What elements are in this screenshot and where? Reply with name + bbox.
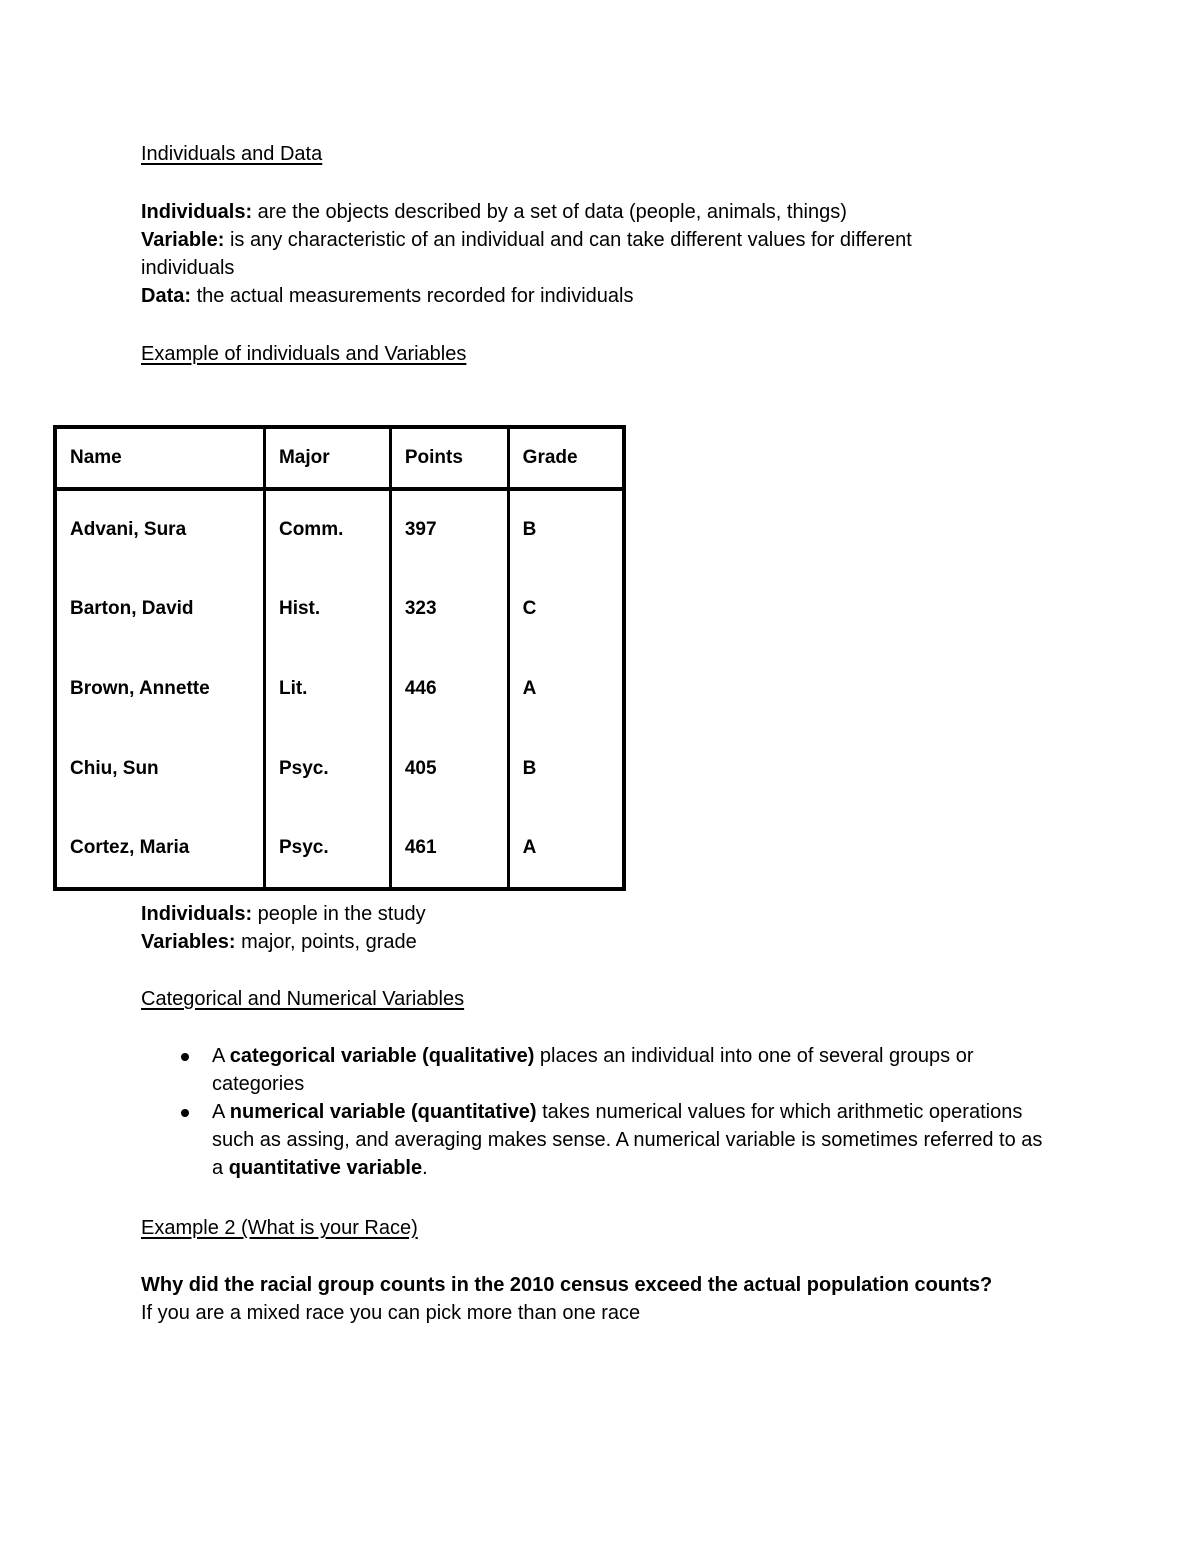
cell-name: Cortez, Maria (70, 837, 190, 858)
table-row (55, 489, 624, 569)
table-row (55, 569, 624, 649)
cell-grade: A (508, 809, 624, 889)
definition-data (141, 282, 1001, 310)
answer-text: If you are a mixed race you can pick more than one race (141, 1302, 641, 1324)
table-row (55, 809, 624, 889)
definitions-block (141, 198, 1001, 310)
cell-major: Comm. (264, 489, 390, 569)
cell-points: 397 (390, 489, 508, 569)
question-text: Why did the racial group counts in the 2010 census exceed the actual population counts? (141, 1274, 993, 1296)
bullet-text: A (212, 1101, 230, 1123)
definition-individuals (141, 198, 1001, 226)
section-heading-individuals-and-data: Individuals and Data (141, 143, 323, 165)
summary-variables (141, 928, 426, 956)
column-header-major: Major (264, 427, 390, 489)
variable-types-list (141, 1042, 1051, 1182)
cell-major: Psyc. (264, 729, 390, 809)
definition-text: is any characteristic of an individual and can take different values for different individuals (141, 229, 912, 279)
summary-term: Individuals: (141, 903, 253, 925)
list-item (141, 1042, 1051, 1098)
section-heading-example-2: Example 2 (What is your Race) (141, 1217, 418, 1239)
definition-term: Individuals: (141, 201, 253, 223)
definition-term: Data: (141, 285, 192, 307)
cell-points: 405 (390, 729, 508, 809)
bullet-bold-text: numerical variable (quantitative) (229, 1101, 537, 1123)
cell-points: 461 (390, 809, 508, 889)
cell-major: Hist. (264, 569, 390, 649)
bullet-bold-text: categorical variable (qualitative) (229, 1045, 535, 1067)
summary-text: people in the study (252, 903, 426, 925)
definition-variable (141, 226, 1001, 282)
bullet-text: takes numerical values for which arithmetic operations such as assing, and averaging makes sense. A numerical variable is sometimes referred to as a (212, 1101, 1043, 1179)
bullet-text: . (422, 1157, 428, 1179)
section-heading-categorical-numerical: Categorical and Numerical Variables (141, 988, 465, 1010)
table-header-row (55, 427, 624, 489)
column-header-grade: Grade (508, 427, 624, 489)
cell-grade: B (508, 729, 624, 809)
cell-grade: A (508, 649, 624, 729)
summary-term: Variables: (141, 931, 236, 953)
cell-name: Advani, Sura (70, 519, 187, 540)
cell-points: 446 (390, 649, 508, 729)
cell-grade: B (508, 489, 624, 569)
definition-text: are the objects described by a set of data (people, animals, things) (252, 201, 847, 223)
bullet-bold-text: quantitative variable (228, 1157, 423, 1179)
definition-term: Variable: (141, 229, 225, 251)
table-row (55, 729, 624, 809)
list-item (141, 1098, 1051, 1182)
cell-grade: C (508, 569, 624, 649)
cell-points: 323 (390, 569, 508, 649)
example-2-qa (141, 1271, 1141, 1327)
example-summary (141, 900, 426, 956)
cell-major: Psyc. (264, 809, 390, 889)
cell-major: Lit. (264, 649, 390, 729)
section-heading-example-1: Example of individuals and Variables (141, 343, 467, 365)
bullet-text: places an individual into one of several groups or categories (212, 1045, 974, 1095)
table-row (55, 649, 624, 729)
cell-name: Chiu, Sun (70, 758, 159, 779)
column-header-name: Name (55, 427, 264, 489)
summary-individuals (141, 900, 426, 928)
cell-name: Barton, David (70, 598, 194, 619)
bullet-text: A (212, 1045, 230, 1067)
column-header-points: Points (390, 427, 508, 489)
summary-text: major, points, grade (235, 931, 417, 953)
cell-name: Brown, Annette (70, 678, 210, 699)
definition-text: the actual measurements recorded for individuals (191, 285, 634, 307)
students-table (53, 425, 626, 891)
